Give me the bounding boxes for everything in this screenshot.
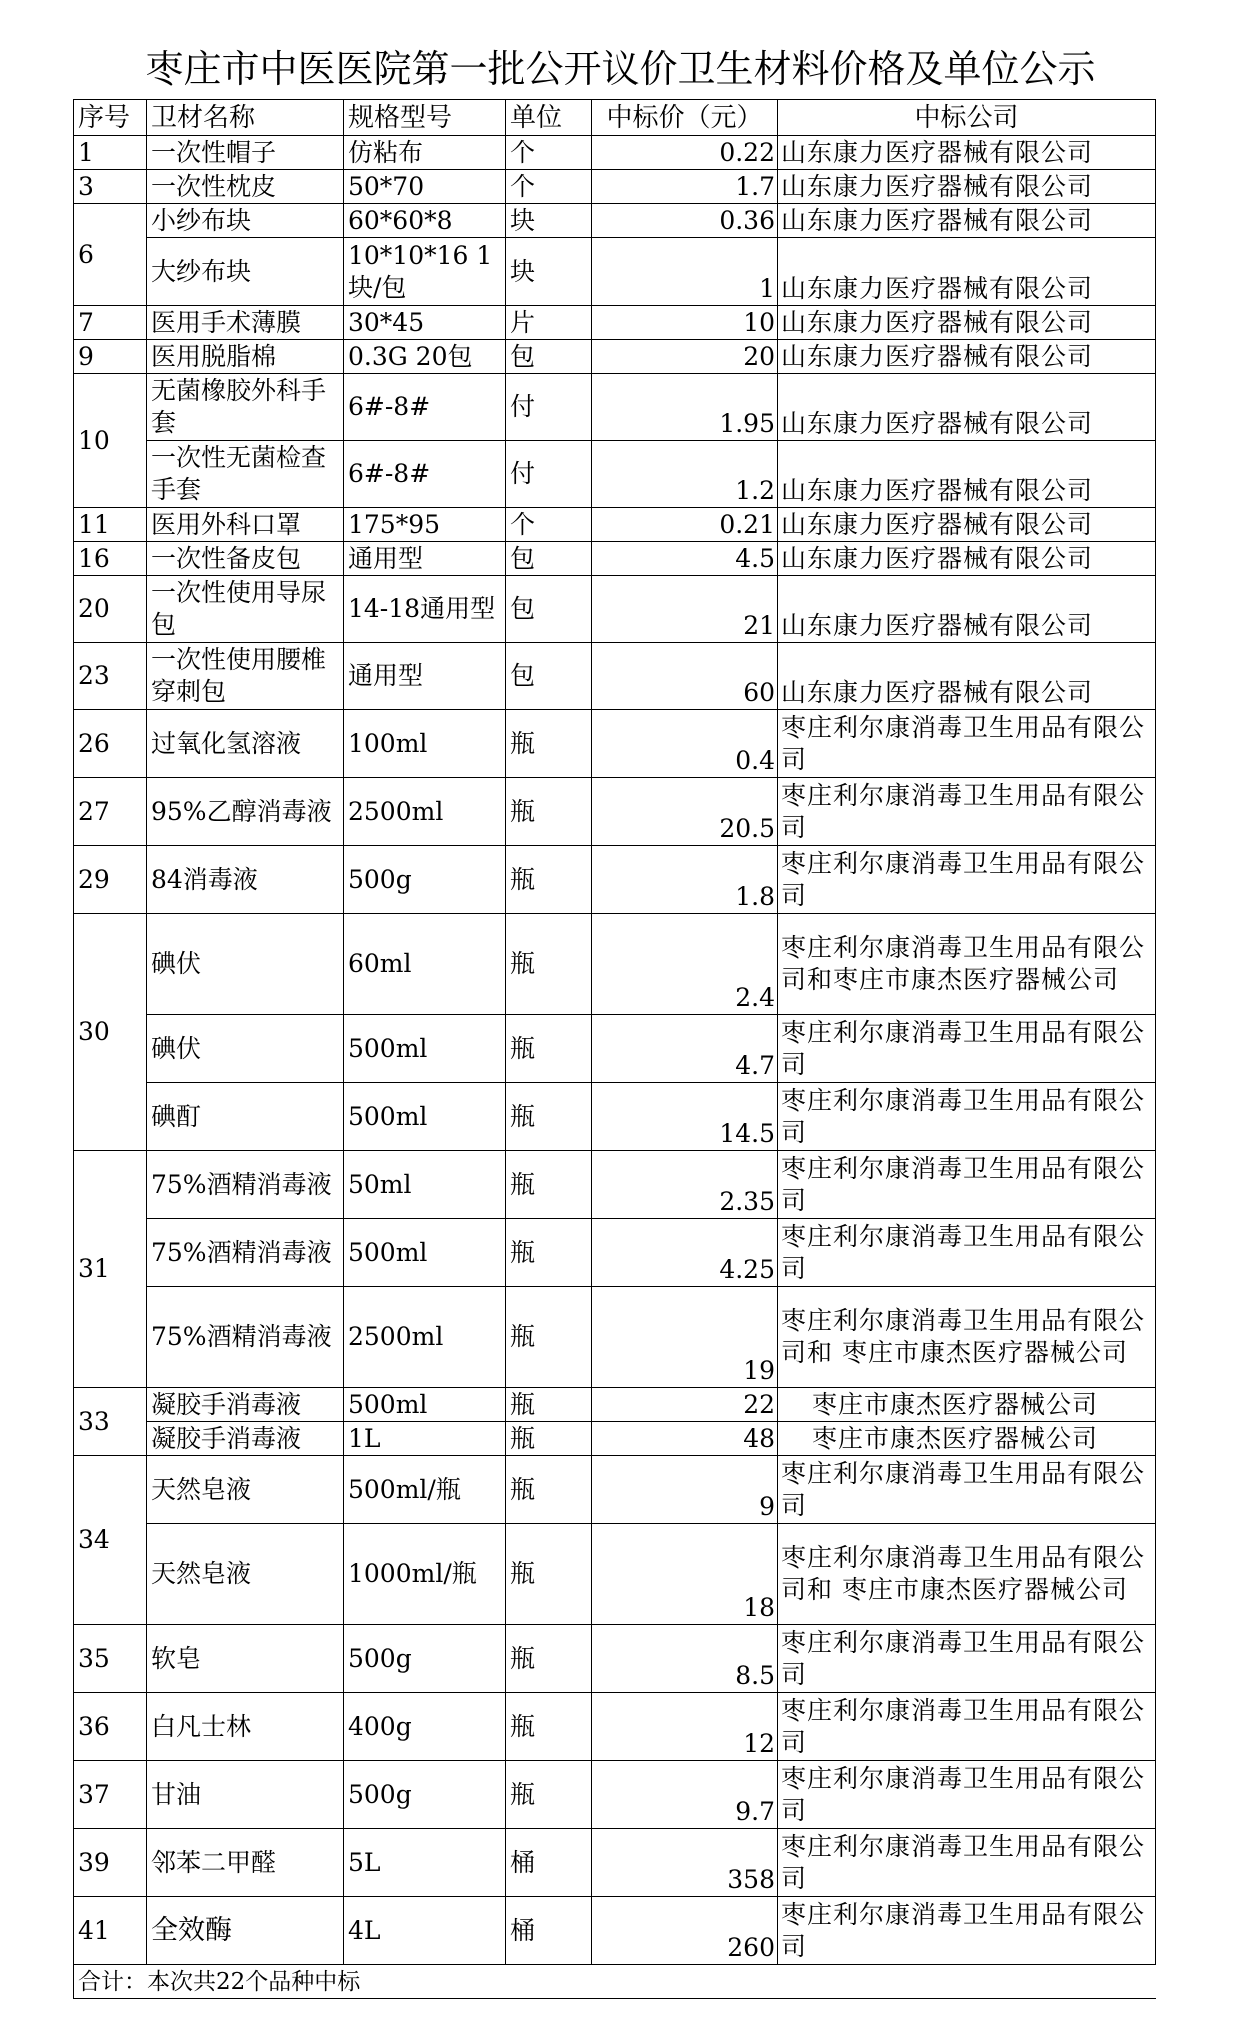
row-name: 碘伏 xyxy=(147,914,344,1015)
row-name: 凝胶手消毒液 xyxy=(147,1388,344,1422)
row-unit: 瓶 xyxy=(506,1219,592,1287)
row-company: 山东康力医疗器械有限公司 xyxy=(778,238,1156,306)
row-unit: 瓶 xyxy=(506,1524,592,1625)
row-name: 75%酒精消毒液 xyxy=(147,1287,344,1388)
table-row xyxy=(74,778,1156,846)
row-spec: 2500ml xyxy=(344,778,506,846)
row-unit: 瓶 xyxy=(506,1388,592,1422)
row-company: 山东康力医疗器械有限公司 xyxy=(778,542,1156,576)
header-company: 中标公司 xyxy=(778,100,1156,136)
row-unit: 付 xyxy=(506,441,592,508)
row-unit: 瓶 xyxy=(506,1456,592,1524)
row-unit: 瓶 xyxy=(506,778,592,846)
row-price: 19 xyxy=(592,1287,778,1388)
row-spec: 500g xyxy=(344,846,506,914)
row-company: 山东康力医疗器械有限公司 xyxy=(778,204,1156,238)
row-no: 34 xyxy=(74,1456,147,1625)
row-spec: 0.3G 20包 xyxy=(344,340,506,374)
row-company: 枣庄市康杰医疗器械公司 xyxy=(778,1422,1156,1456)
row-price: 8.5 xyxy=(592,1625,778,1693)
row-unit: 桶 xyxy=(506,1829,592,1897)
row-name: 小纱布块 xyxy=(147,204,344,238)
page-title: 枣庄市中医医院第一批公开议价卫生材料价格及单位公示 xyxy=(145,47,1096,91)
row-price: 48 xyxy=(592,1422,778,1456)
row-company: 山东康力医疗器械有限公司 xyxy=(778,340,1156,374)
row-no: 6 xyxy=(74,204,147,306)
row-name: 天然皂液 xyxy=(147,1456,344,1524)
table-row xyxy=(74,846,1156,914)
row-no: 7 xyxy=(74,306,147,340)
row-unit: 瓶 xyxy=(506,710,592,778)
row-name: 大纱布块 xyxy=(147,238,344,306)
row-company: 枣庄利尔康消毒卫生用品有限公司 xyxy=(778,1625,1156,1693)
row-name: 一次性使用腰椎穿刺包 xyxy=(147,643,344,710)
row-price: 4.7 xyxy=(592,1015,778,1083)
row-name: 甘油 xyxy=(147,1761,344,1829)
row-company: 山东康力医疗器械有限公司 xyxy=(778,306,1156,340)
row-name: 碘酊 xyxy=(147,1083,344,1151)
row-price: 1 xyxy=(592,238,778,306)
row-company: 枣庄利尔康消毒卫生用品有限公司 xyxy=(778,1219,1156,1287)
row-company: 山东康力医疗器械有限公司 xyxy=(778,136,1156,170)
table-row xyxy=(74,1083,1156,1151)
row-spec: 仿粘布 xyxy=(344,136,506,170)
row-company: 枣庄利尔康消毒卫生用品有限公司 xyxy=(778,1761,1156,1829)
row-price: 9 xyxy=(592,1456,778,1524)
row-spec: 14-18通用型 xyxy=(344,576,506,643)
row-price: 10 xyxy=(592,306,778,340)
header-name: 卫材名称 xyxy=(147,100,344,136)
row-price: 2.35 xyxy=(592,1151,778,1219)
table-row xyxy=(74,170,1156,204)
table-row xyxy=(74,1287,1156,1388)
row-name: 邻苯二甲醛 xyxy=(147,1829,344,1897)
row-spec: 60ml xyxy=(344,914,506,1015)
row-price: 4.5 xyxy=(592,542,778,576)
row-unit: 包 xyxy=(506,576,592,643)
table-row xyxy=(74,1219,1156,1287)
row-spec: 4L xyxy=(344,1897,506,1965)
row-price: 22 xyxy=(592,1388,778,1422)
table-row xyxy=(74,1761,1156,1829)
header-no: 序号 xyxy=(74,100,147,136)
row-spec: 6#-8# xyxy=(344,441,506,508)
table-footer-row xyxy=(74,1965,1156,1999)
row-unit: 瓶 xyxy=(506,1422,592,1456)
row-company: 枣庄市康杰医疗器械公司 xyxy=(778,1388,1156,1422)
row-spec: 500g xyxy=(344,1625,506,1693)
row-spec: 通用型 xyxy=(344,643,506,710)
row-price: 0.21 xyxy=(592,508,778,542)
table-row xyxy=(74,1422,1156,1456)
table-row xyxy=(74,914,1156,1015)
row-unit: 包 xyxy=(506,643,592,710)
row-price: 60 xyxy=(592,643,778,710)
row-spec: 10*10*16 1块/包 xyxy=(344,238,506,306)
row-name: 一次性使用导尿包 xyxy=(147,576,344,643)
row-no: 23 xyxy=(74,643,147,710)
row-spec: 50*70 xyxy=(344,170,506,204)
total-summary: 合计：本次共22个品种中标 xyxy=(74,1965,1156,1999)
row-spec: 2500ml xyxy=(344,1287,506,1388)
table-row xyxy=(74,1625,1156,1693)
row-price: 12 xyxy=(592,1693,778,1761)
row-company: 枣庄利尔康消毒卫生用品有限公司和 枣庄市康杰医疗器械公司 xyxy=(778,1287,1156,1388)
row-no: 16 xyxy=(74,542,147,576)
row-spec: 500ml xyxy=(344,1388,506,1422)
row-no: 30 xyxy=(74,914,147,1151)
row-spec: 175*95 xyxy=(344,508,506,542)
row-company: 山东康力医疗器械有限公司 xyxy=(778,508,1156,542)
row-name: 天然皂液 xyxy=(147,1524,344,1625)
header-price: 中标价（元） xyxy=(592,100,778,136)
row-no: 33 xyxy=(74,1388,147,1456)
table-row xyxy=(74,710,1156,778)
table-row xyxy=(74,1693,1156,1761)
row-unit: 桶 xyxy=(506,1897,592,1965)
row-company: 山东康力医疗器械有限公司 xyxy=(778,643,1156,710)
table-row xyxy=(74,576,1156,643)
row-price: 21 xyxy=(592,576,778,643)
row-name: 95%乙醇消毒液 xyxy=(147,778,344,846)
row-company: 山东康力医疗器械有限公司 xyxy=(778,170,1156,204)
row-name: 医用手术薄膜 xyxy=(147,306,344,340)
row-unit: 瓶 xyxy=(506,914,592,1015)
row-company: 枣庄利尔康消毒卫生用品有限公司 xyxy=(778,1083,1156,1151)
row-no: 11 xyxy=(74,508,147,542)
row-no: 29 xyxy=(74,846,147,914)
row-name: 过氧化氢溶液 xyxy=(147,710,344,778)
row-unit: 瓶 xyxy=(506,1761,592,1829)
row-spec: 1L xyxy=(344,1422,506,1456)
row-unit: 包 xyxy=(506,340,592,374)
table-row xyxy=(74,1151,1156,1219)
row-price: 0.4 xyxy=(592,710,778,778)
row-price: 1.7 xyxy=(592,170,778,204)
header-unit: 单位 xyxy=(506,100,592,136)
row-no: 31 xyxy=(74,1151,147,1388)
row-spec: 5L xyxy=(344,1829,506,1897)
row-company: 枣庄利尔康消毒卫生用品有限公司 xyxy=(778,1693,1156,1761)
row-price: 0.36 xyxy=(592,204,778,238)
row-unit: 个 xyxy=(506,170,592,204)
row-spec: 500ml/瓶 xyxy=(344,1456,506,1524)
row-unit: 块 xyxy=(506,238,592,306)
row-unit: 瓶 xyxy=(506,1151,592,1219)
table-row xyxy=(74,238,1156,306)
row-spec: 通用型 xyxy=(344,542,506,576)
row-name: 75%酒精消毒液 xyxy=(147,1219,344,1287)
row-unit: 个 xyxy=(506,136,592,170)
row-name: 凝胶手消毒液 xyxy=(147,1422,344,1456)
table-row xyxy=(74,542,1156,576)
row-name: 75%酒精消毒液 xyxy=(147,1151,344,1219)
table-row xyxy=(74,1015,1156,1083)
row-spec: 60*60*8 xyxy=(344,204,506,238)
row-price: 2.4 xyxy=(592,914,778,1015)
row-no: 9 xyxy=(74,340,147,374)
row-no: 1 xyxy=(74,136,147,170)
row-company: 枣庄利尔康消毒卫生用品有限公司 xyxy=(778,1456,1156,1524)
row-price: 18 xyxy=(592,1524,778,1625)
row-spec: 100ml xyxy=(344,710,506,778)
table-row xyxy=(74,1897,1156,1965)
row-no: 27 xyxy=(74,778,147,846)
row-name: 医用脱脂棉 xyxy=(147,340,344,374)
row-no: 3 xyxy=(74,170,147,204)
table-row xyxy=(74,441,1156,508)
table-row xyxy=(74,306,1156,340)
row-no: 37 xyxy=(74,1761,147,1829)
row-no: 39 xyxy=(74,1829,147,1897)
row-unit: 片 xyxy=(506,306,592,340)
row-price: 0.22 xyxy=(592,136,778,170)
row-spec: 400g xyxy=(344,1693,506,1761)
table-row xyxy=(74,204,1156,238)
table-row xyxy=(74,374,1156,441)
row-no: 26 xyxy=(74,710,147,778)
header-spec: 规格型号 xyxy=(344,100,506,136)
row-spec: 500ml xyxy=(344,1219,506,1287)
row-price: 9.7 xyxy=(592,1761,778,1829)
row-price: 1.95 xyxy=(592,374,778,441)
row-name: 医用外科口罩 xyxy=(147,508,344,542)
row-name: 一次性无菌检查手套 xyxy=(147,441,344,508)
row-price: 358 xyxy=(592,1829,778,1897)
row-unit: 瓶 xyxy=(506,1083,592,1151)
row-unit: 包 xyxy=(506,542,592,576)
row-no: 41 xyxy=(74,1897,147,1965)
row-company: 山东康力医疗器械有限公司 xyxy=(778,374,1156,441)
table-row xyxy=(74,643,1156,710)
row-name: 一次性枕皮 xyxy=(147,170,344,204)
row-unit: 付 xyxy=(506,374,592,441)
row-no: 35 xyxy=(74,1625,147,1693)
row-price: 260 xyxy=(592,1897,778,1965)
row-unit: 瓶 xyxy=(506,1693,592,1761)
row-company: 枣庄利尔康消毒卫生用品有限公司 xyxy=(778,1015,1156,1083)
row-unit: 瓶 xyxy=(506,1625,592,1693)
row-company: 枣庄利尔康消毒卫生用品有限公司和枣庄市康杰医疗器械公司 xyxy=(778,914,1156,1015)
row-name: 全效酶 xyxy=(147,1897,344,1965)
row-company: 山东康力医疗器械有限公司 xyxy=(778,441,1156,508)
row-company: 枣庄利尔康消毒卫生用品有限公司 xyxy=(778,1151,1156,1219)
row-company: 山东康力医疗器械有限公司 xyxy=(778,576,1156,643)
row-unit: 瓶 xyxy=(506,846,592,914)
row-price: 1.8 xyxy=(592,846,778,914)
row-price: 4.25 xyxy=(592,1219,778,1287)
row-spec: 500ml xyxy=(344,1083,506,1151)
row-no: 10 xyxy=(74,374,147,508)
row-spec: 30*45 xyxy=(344,306,506,340)
row-company: 枣庄利尔康消毒卫生用品有限公司 xyxy=(778,846,1156,914)
row-unit: 个 xyxy=(506,508,592,542)
table-row xyxy=(74,136,1156,170)
row-spec: 1000ml/瓶 xyxy=(344,1524,506,1625)
table-row xyxy=(74,1524,1156,1625)
row-name: 白凡士林 xyxy=(147,1693,344,1761)
row-company: 枣庄利尔康消毒卫生用品有限公司 xyxy=(778,1829,1156,1897)
row-price: 20.5 xyxy=(592,778,778,846)
row-no: 36 xyxy=(74,1693,147,1761)
row-spec: 6#-8# xyxy=(344,374,506,441)
row-name: 碘伏 xyxy=(147,1015,344,1083)
row-name: 无菌橡胶外科手套 xyxy=(147,374,344,441)
row-name: 84消毒液 xyxy=(147,846,344,914)
row-company: 枣庄利尔康消毒卫生用品有限公司 xyxy=(778,778,1156,846)
row-price: 14.5 xyxy=(592,1083,778,1151)
row-spec: 50ml xyxy=(344,1151,506,1219)
row-price: 1.2 xyxy=(592,441,778,508)
row-no: 20 xyxy=(74,576,147,643)
row-unit: 瓶 xyxy=(506,1015,592,1083)
row-spec: 500g xyxy=(344,1761,506,1829)
row-unit: 瓶 xyxy=(506,1287,592,1388)
price-table xyxy=(73,99,1156,1999)
row-company: 枣庄利尔康消毒卫生用品有限公司和 枣庄市康杰医疗器械公司 xyxy=(778,1524,1156,1625)
row-name: 软皂 xyxy=(147,1625,344,1693)
table-row xyxy=(74,508,1156,542)
table-row xyxy=(74,1829,1156,1897)
row-company: 枣庄利尔康消毒卫生用品有限公司 xyxy=(778,710,1156,778)
table-row xyxy=(74,340,1156,374)
table-row xyxy=(74,1456,1156,1524)
row-name: 一次性备皮包 xyxy=(147,542,344,576)
row-spec: 500ml xyxy=(344,1015,506,1083)
row-company: 枣庄利尔康消毒卫生用品有限公司 xyxy=(778,1897,1156,1965)
row-price: 20 xyxy=(592,340,778,374)
row-unit: 块 xyxy=(506,204,592,238)
table-row xyxy=(74,1388,1156,1422)
row-name: 一次性帽子 xyxy=(147,136,344,170)
table-header-row xyxy=(74,100,1156,136)
